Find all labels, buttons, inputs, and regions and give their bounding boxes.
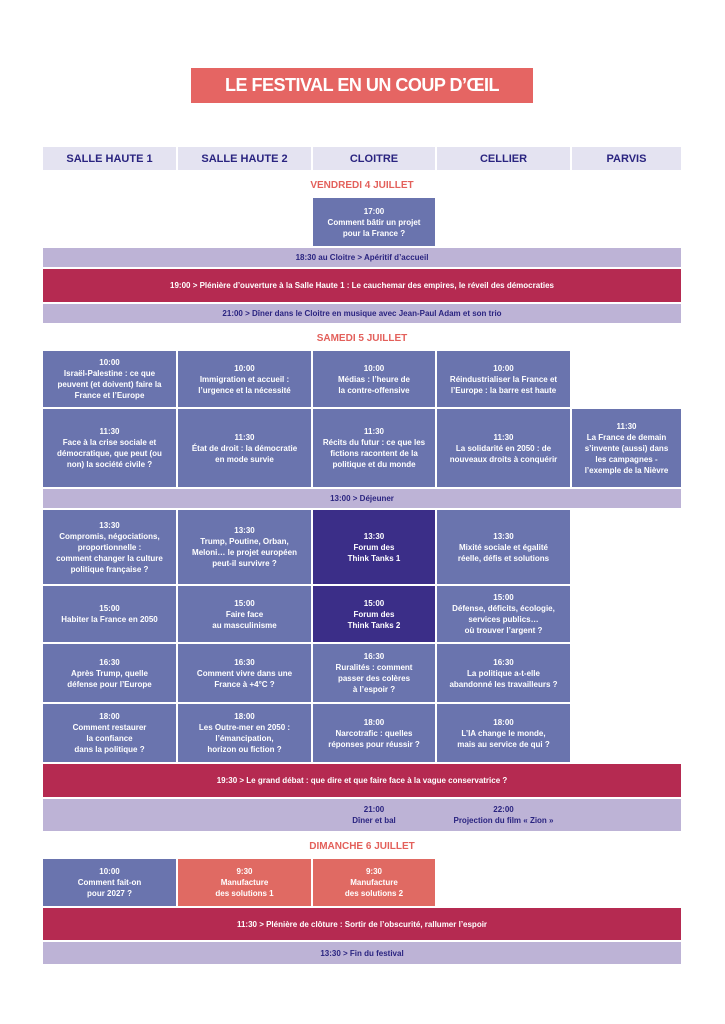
session-time: 16:30 bbox=[234, 657, 255, 667]
page-title: LE FESTIVAL EN UN COUP D’ŒIL bbox=[191, 68, 533, 103]
band-text: 18:30 au Cloitre > Apéritif d’accueil bbox=[295, 253, 429, 262]
session-title: Comment fait-on pour 2027 ? bbox=[77, 878, 142, 898]
session-title: La politique a-t-elle abandonné les travailleurs ? bbox=[449, 668, 558, 689]
band-aperitif bbox=[43, 248, 681, 267]
column-header-salle-haute-1: SALLE HAUTE 1 bbox=[43, 147, 176, 170]
session-title: La solidarité en 2050 : de nouveaux droits à conquérir bbox=[449, 443, 558, 464]
column-header-cloitre: CLOITRE bbox=[313, 147, 435, 170]
session-sat-sh2-1630 bbox=[178, 644, 311, 702]
session-sat-cellier-1630 bbox=[437, 644, 570, 702]
session-time: 16:30 bbox=[493, 657, 514, 667]
band-text: 13:30 > Fin du festival bbox=[320, 948, 404, 958]
session-time: 15:00 bbox=[493, 593, 514, 602]
session-title: Mixité sociale et égalité réelle, défis et solutions bbox=[457, 542, 550, 563]
session-title: Faire face au masculinisme bbox=[212, 609, 277, 630]
session-title: Médias : l’heure de la contre-offensive bbox=[337, 374, 411, 395]
session-time: 11:30 bbox=[493, 432, 514, 442]
session-sat-cellier-1500 bbox=[437, 586, 570, 642]
session-time: 15:00 bbox=[234, 598, 255, 608]
band-grand-debat bbox=[43, 764, 681, 797]
session-time: 21:00 bbox=[363, 805, 385, 814]
band-text: 21:00 > Dîner dans le Cloitre en musique avec Jean-Paul Adam et son trio bbox=[222, 309, 502, 318]
session-title: Manufacture des solutions 1 bbox=[215, 878, 274, 898]
column-header-salle-haute-2: SALLE HAUTE 2 bbox=[178, 147, 311, 170]
session-time: 10:00 bbox=[234, 363, 255, 373]
session-title: Compromis, négociations, proportionnelle : comment changer la culture politique française ? bbox=[56, 531, 163, 574]
session-time: 22:00 bbox=[493, 805, 514, 814]
column-header-parvis: PARVIS bbox=[572, 147, 681, 170]
session-sat-cellier-1330 bbox=[437, 510, 570, 584]
session-friday-cloitre-1700 bbox=[313, 198, 435, 246]
session-sat-cloitre-1330 bbox=[313, 510, 435, 584]
session-time: 16:30 bbox=[363, 652, 385, 661]
session-sun-sh1-1000 bbox=[43, 859, 176, 906]
session-title: État de droit : la démocratie en mode survie bbox=[191, 443, 298, 464]
session-time: 10:00 bbox=[493, 363, 514, 373]
session-title: La France de demain s’invente (aussi) dans les campagnes - l’exemple de la Nièvre bbox=[584, 432, 669, 475]
session-sat-sh2-1000 bbox=[178, 351, 311, 407]
session-sat-cellier-1800 bbox=[437, 704, 570, 762]
session-title: Immigration et accueil : l’urgence et la nécessité bbox=[198, 374, 291, 395]
session-title: Face à la crise sociale et démocratique, que peut (ou non) la société civile ? bbox=[57, 438, 162, 469]
session-time: 9:30 bbox=[365, 867, 382, 876]
session-sat-cloitre-1000 bbox=[313, 351, 435, 407]
day-label-saturday: SAMEDI 5 JUILLET bbox=[316, 332, 408, 344]
session-sat-sh1-1500 bbox=[43, 586, 176, 642]
session-title: Après Trump, quelle défense pour l’Europe bbox=[67, 668, 152, 689]
session-title: Israël-Palestine : ce que peuvent (et doivent) faire la France et l’Europe bbox=[57, 369, 162, 400]
band-pleniere-ouverture bbox=[43, 269, 681, 302]
session-time: 13:30 bbox=[234, 526, 255, 535]
session-time: 18:00 bbox=[234, 712, 255, 721]
session-sat-sh2-1330 bbox=[178, 510, 311, 584]
session-title: Comment restaurer la confiance dans la politique ? bbox=[72, 723, 147, 754]
session-sat-sh1-1630 bbox=[43, 644, 176, 702]
session-title: Forum des Think Tanks 2 bbox=[347, 609, 401, 630]
day-label-friday: VENDREDI 4 JUILLET bbox=[310, 179, 414, 191]
session-title: Ruralités : comment passer des colères à l’espoir ? bbox=[335, 663, 413, 694]
band-dejeuner bbox=[43, 489, 681, 508]
session-sat-cloitre-1630 bbox=[313, 644, 435, 702]
band-diner-friday bbox=[43, 304, 681, 323]
band-fin-festival bbox=[43, 942, 681, 964]
session-title: Réindustrialiser la France et l’Europe : la barre est haute bbox=[449, 374, 558, 395]
session-sun-cloitre-0930 bbox=[313, 859, 435, 906]
session-sat-cloitre-1800 bbox=[313, 704, 435, 762]
session-sat-sh2-1500 bbox=[178, 586, 311, 642]
session-title: Comment bâtir un projet pour la France ? bbox=[327, 217, 421, 238]
session-title: Trump, Poutine, Orban, Meloni… le projet européen peut-il survivre ? bbox=[192, 537, 297, 568]
session-time: 13:30 bbox=[99, 520, 120, 530]
session-sat-sh1-1800 bbox=[43, 704, 176, 762]
session-time: 13:30 bbox=[363, 531, 385, 541]
session-sat-cellier-1000 bbox=[437, 351, 570, 407]
column-header-cellier: CELLIER bbox=[437, 147, 570, 170]
session-time: 10:00 bbox=[363, 363, 385, 373]
evening-cloitre bbox=[313, 799, 435, 831]
evening-cellier bbox=[437, 799, 570, 831]
session-time: 15:00 bbox=[363, 598, 385, 608]
band-text: 19:00 > Plénière d’ouverture à la Salle Haute 1 : Le cauchemar des empires, le réveil des démocraties bbox=[170, 281, 554, 290]
session-time: 17:00 bbox=[363, 206, 385, 216]
session-time: 11:30 bbox=[99, 427, 120, 436]
band-text: 13:00 > Déjeuner bbox=[330, 494, 394, 503]
session-sat-sh1-1000 bbox=[43, 351, 176, 407]
session-time: 18:00 bbox=[99, 712, 120, 721]
session-time: 18:00 bbox=[493, 717, 514, 727]
session-title: Dîner et bal bbox=[352, 816, 396, 825]
session-title: Défense, déficits, écologie, services publics… où trouver l’argent ? bbox=[452, 604, 555, 635]
session-title: Récits du futur : ce que les fictions racontent de la politique et du monde bbox=[322, 438, 426, 469]
band-text: 19:30 > Le grand débat : que dire et que faire face à la vague conservatrice ? bbox=[216, 776, 508, 785]
day-label-sunday: DIMANCHE 6 JUILLET bbox=[309, 840, 415, 852]
session-sat-sh2-1130 bbox=[178, 409, 311, 487]
session-time: 9:30 bbox=[236, 867, 253, 876]
session-sat-cellier-1130 bbox=[437, 409, 570, 487]
session-time: 10:00 bbox=[99, 358, 120, 367]
session-title: Manufacture des solutions 2 bbox=[344, 878, 404, 898]
session-title: Habiter la France en 2050 bbox=[61, 615, 158, 624]
session-title: Les Outre-mer en 2050 : l’émancipation, horizon ou fiction ? bbox=[198, 723, 291, 754]
session-title: Projection du film « Zion » bbox=[453, 816, 554, 825]
session-sun-sh2-0930 bbox=[178, 859, 311, 906]
band-text: 11:30 > Plénière de clôture : Sortir de l’obscurité, rallumer l’espoir bbox=[236, 919, 488, 929]
session-time: 11:30 bbox=[363, 427, 385, 436]
session-time: 16:30 bbox=[99, 657, 120, 667]
session-time: 11:30 bbox=[616, 421, 637, 431]
session-title: Forum des Think Tanks 1 bbox=[347, 542, 401, 563]
session-sat-parvis-1130 bbox=[572, 409, 681, 487]
session-time: 13:30 bbox=[493, 531, 514, 541]
session-time: 15:00 bbox=[99, 604, 120, 613]
session-sat-sh1-1130 bbox=[43, 409, 176, 487]
band-pleniere-cloture bbox=[43, 908, 681, 940]
session-sat-sh2-1800 bbox=[178, 704, 311, 762]
session-title: Narcotrafic : quelles réponses pour réussir ? bbox=[328, 728, 420, 749]
session-time: 11:30 bbox=[234, 432, 255, 442]
session-sat-cloitre-1500 bbox=[313, 586, 435, 642]
session-title: L’IA change le monde, mais au service de qui ? bbox=[457, 728, 550, 749]
session-sat-sh1-1330 bbox=[43, 510, 176, 584]
session-time: 18:00 bbox=[363, 717, 385, 727]
session-title: Comment vivre dans une France à +4°C ? bbox=[196, 668, 293, 689]
session-sat-cloitre-1130 bbox=[313, 409, 435, 487]
session-time: 10:00 bbox=[99, 867, 120, 876]
